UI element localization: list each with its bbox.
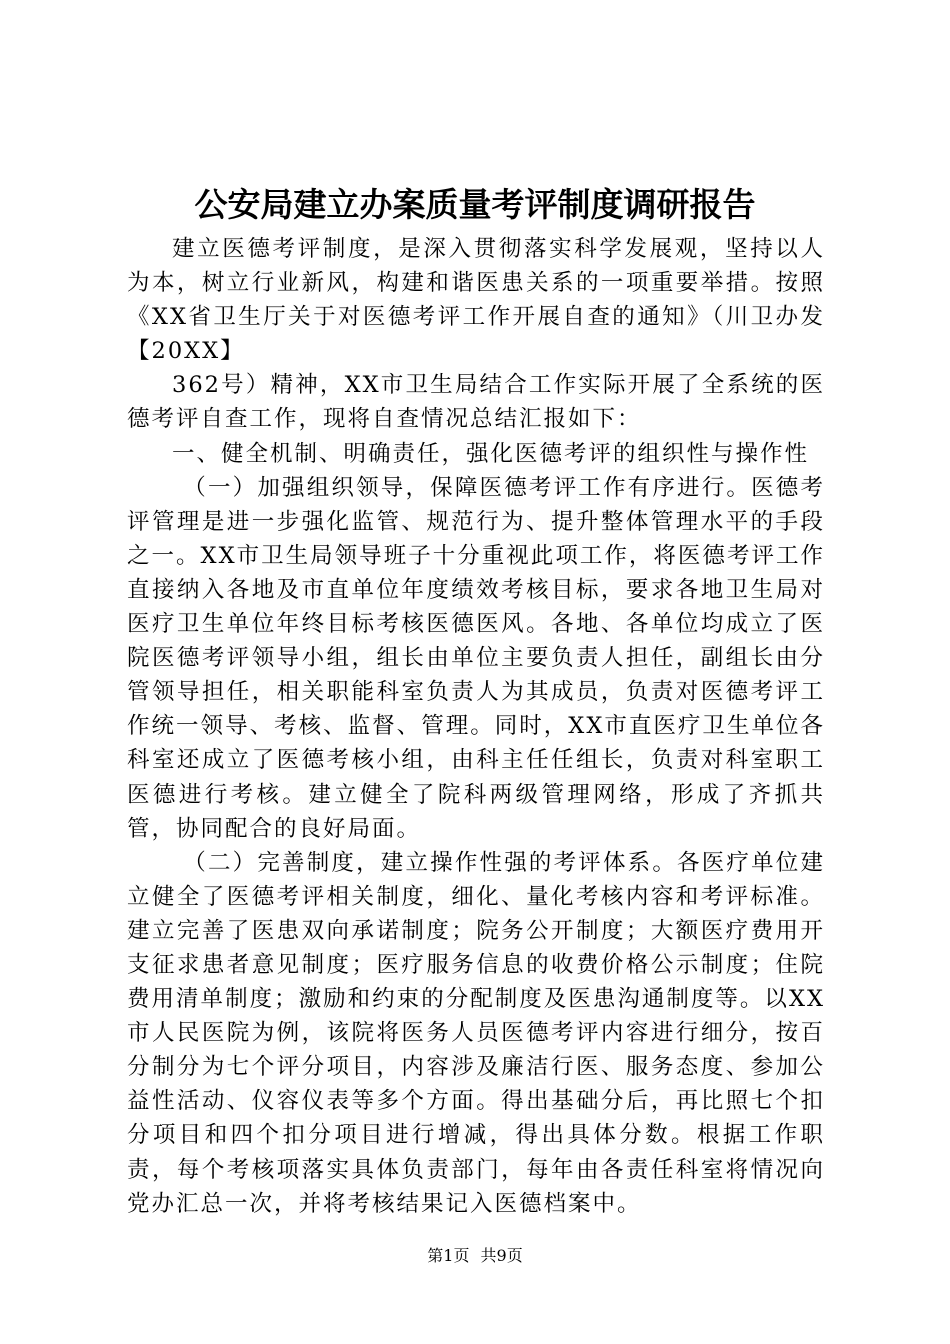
document-body	[127, 232, 825, 1221]
document-title: 公安局建立办案质量考评制度调研报告	[194, 185, 756, 224]
paragraph-subsection-1: （一）加强组织领导，保障医德考评工作有序进行。医德考评管理是进一步强化监管、规范行为、提升整体管理水平的手段之一。XX市卫生局领导班子十分重视此项工作，将医德考评工作直接纳入各地及市直单位年度绩效考核目标，要求各地卫生局对医疗卫生单位年终目标考核医德医风。各地、各单位均成立了医院医德考评领导小组，组长由单位主要负责人担任，副组长由分管领导担任，相关职能科室负责人为其成员，负责对医德考评工作统一领导、考核、监督、管理。同时，XX市直医疗卫生单位各科室还成立了医德考核小组，由科主任任组长，负责对科室职工医德进行考核。建立健全了院科两级管理网络，形成了齐抓共管，协同配合的良好局面。	[127, 474, 825, 842]
paragraph-intro: 建立医德考评制度，是深入贯彻落实科学发展观，坚持以人为本，树立行业新风，构建和谐医患关系的一项重要举措。按照《XX省卫生厅关于对医德考评工作开展自查的通知》（川卫办发【20XX】	[127, 236, 825, 365]
section-heading-1: 一、健全机制、明确责任，强化医德考评的组织性与操作性	[172, 440, 810, 467]
page-number: 第1页	[427, 1246, 470, 1265]
page-total: 共9页	[480, 1246, 523, 1265]
paragraph-intro-continued: 362号）精神，XX市卫生局结合工作实际开展了全系统的医德考评自查工作，现将自查情况总结汇报如下：	[127, 372, 825, 433]
page-footer	[0, 1245, 950, 1267]
paragraph-subsection-2: （二）完善制度，建立操作性强的考评体系。各医疗单位建立健全了医德考评相关制度，细化、量化考核内容和考评标准。建立完善了医患双向承诺制度；院务公开制度；大额医疗费用开支征求患者意见制度；医疗服务信息的收费价格公示制度；住院费用清单制度；激励和约束的分配制度及医患沟通制度等。以XX市人民医院为例，该院将医务人员医德考评内容进行细分，按百分制分为七个评分项目，内容涉及廉洁行医、服务态度、参加公益性活动、仪容仪表等多个方面。得出基础分后，再比照七个扣分项目和四个扣分项目进行增减，得出具体分数。根据工作职责，每个考核项落实具体负责部门，每年由各责任科室将情况向党办汇总一次，并将考核结果记入医德档案中。	[127, 849, 825, 1217]
